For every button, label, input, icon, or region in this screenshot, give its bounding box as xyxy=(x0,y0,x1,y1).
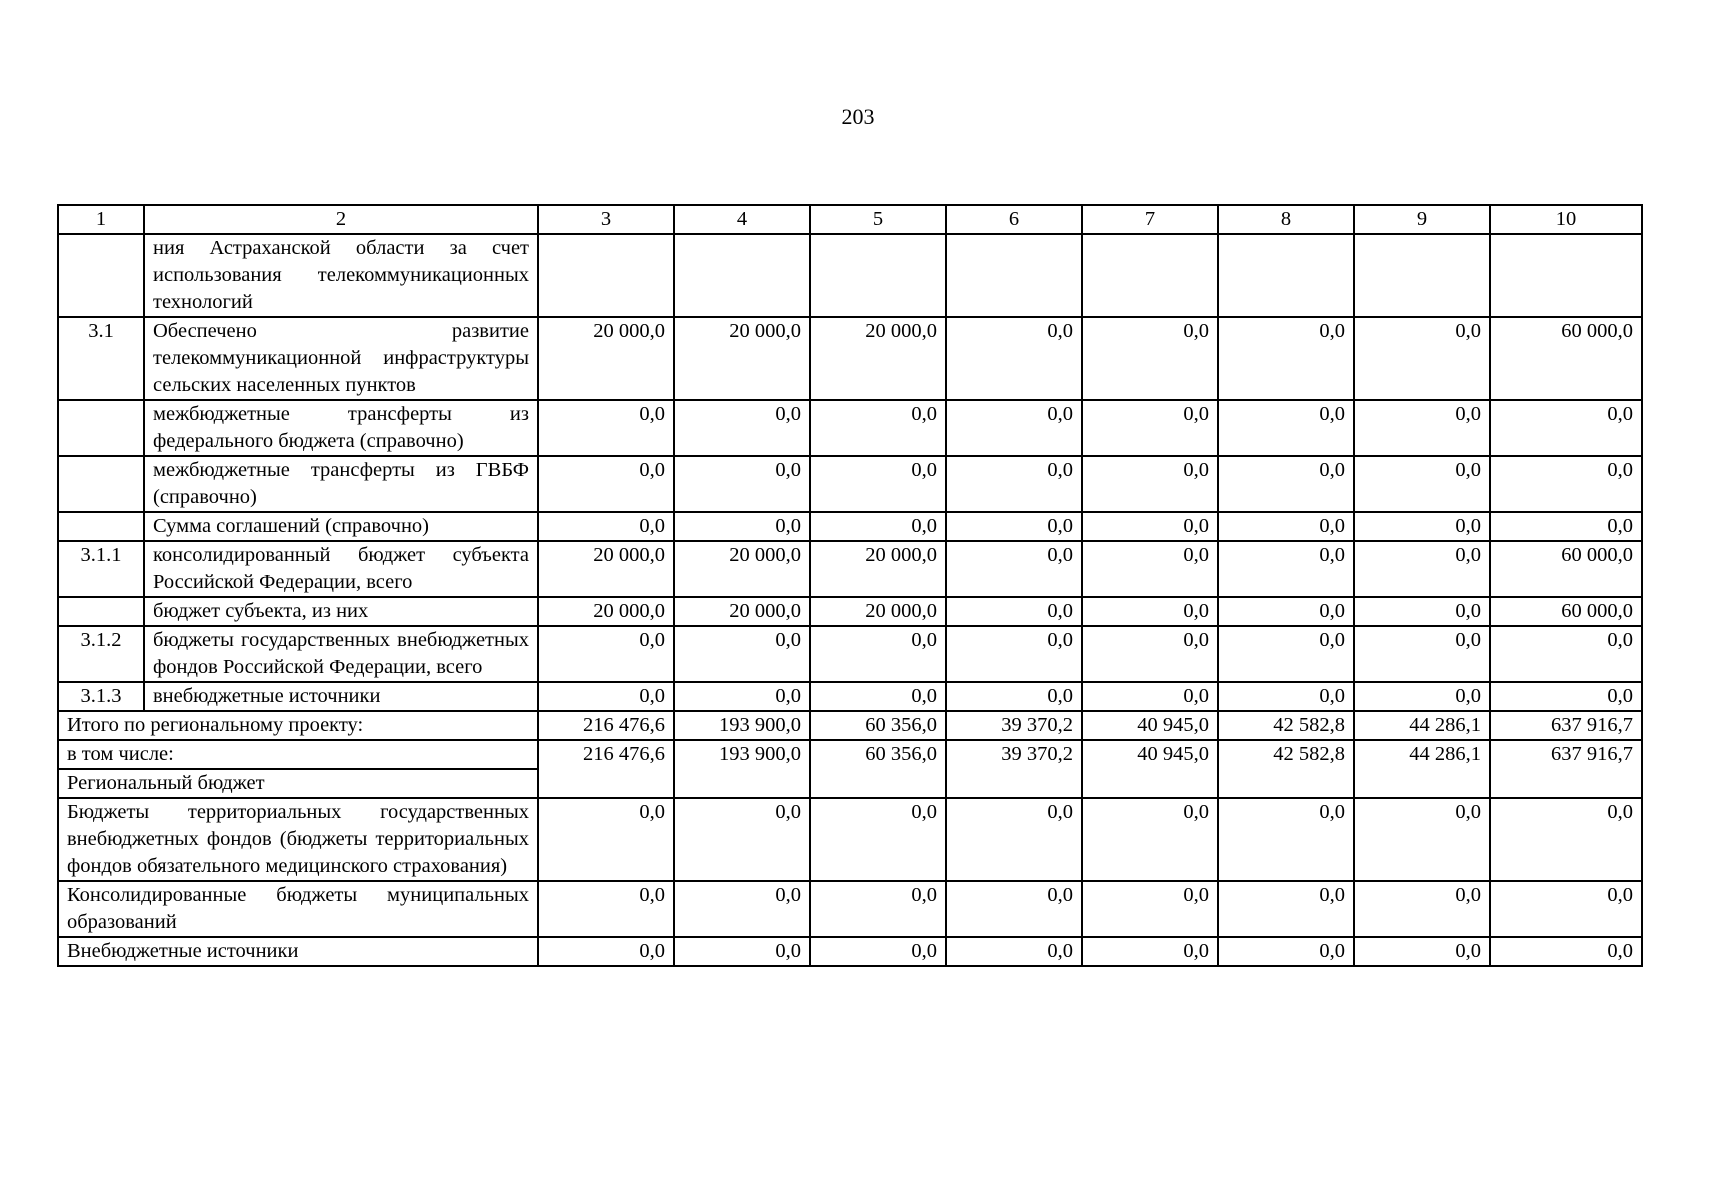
value-cell: 0,0 xyxy=(538,682,674,711)
budget-table xyxy=(57,204,1643,967)
total-value: 637 916,7 xyxy=(1490,711,1642,740)
value-cell: 0,0 xyxy=(1354,317,1490,400)
value-cell: 0,0 xyxy=(1490,626,1642,682)
regional-budget-value: 60 356,0 xyxy=(810,740,946,798)
including-label: в том числе: xyxy=(58,740,538,769)
value-cell: 0,0 xyxy=(674,512,810,541)
value-cell xyxy=(1218,234,1354,317)
value-cell: 20 000,0 xyxy=(538,541,674,597)
table-row xyxy=(58,682,1642,711)
value-cell: 20 000,0 xyxy=(810,317,946,400)
total-value: 44 286,1 xyxy=(1354,711,1490,740)
summary-value: 0,0 xyxy=(674,937,810,966)
summary-label: Внебюджетные источники xyxy=(58,937,538,966)
regional-budget-value: 637 916,7 xyxy=(1490,740,1642,798)
total-value: 193 900,0 xyxy=(674,711,810,740)
column-header: 7 xyxy=(1082,205,1218,234)
header-row xyxy=(58,205,1642,234)
summary-value: 0,0 xyxy=(1082,881,1218,937)
value-cell: 0,0 xyxy=(1082,597,1218,626)
row-label: Обеспечено развитие телекоммуникационной инфраструктуры сельских населенных пунктов xyxy=(144,317,538,400)
value-cell: 0,0 xyxy=(1082,512,1218,541)
value-cell: 0,0 xyxy=(674,682,810,711)
value-cell: 0,0 xyxy=(538,512,674,541)
value-cell: 0,0 xyxy=(1218,682,1354,711)
total-row xyxy=(58,711,1642,740)
value-cell: 20 000,0 xyxy=(674,541,810,597)
total-label: Итого по региональному проекту: xyxy=(58,711,538,740)
value-cell: 0,0 xyxy=(810,400,946,456)
table-row xyxy=(58,317,1642,400)
summary-label: Консолидированные бюджеты муниципальных образований xyxy=(58,881,538,937)
page-number: 203 xyxy=(841,104,875,129)
value-cell: 0,0 xyxy=(538,400,674,456)
value-cell: 0,0 xyxy=(1354,682,1490,711)
value-cell: 0,0 xyxy=(946,626,1082,682)
total-value: 42 582,8 xyxy=(1218,711,1354,740)
value-cell: 0,0 xyxy=(810,512,946,541)
including-row xyxy=(58,740,1642,769)
row-number xyxy=(58,400,144,456)
row-label: бюджет субъекта, из них xyxy=(144,597,538,626)
value-cell: 0,0 xyxy=(1218,597,1354,626)
row-label: консолидированный бюджет субъекта Российской Федерации, всего xyxy=(144,541,538,597)
summary-value: 0,0 xyxy=(946,937,1082,966)
total-value: 216 476,6 xyxy=(538,711,674,740)
row-number xyxy=(58,234,144,317)
row-label: внебюджетные источники xyxy=(144,682,538,711)
summary-value: 0,0 xyxy=(1218,937,1354,966)
value-cell: 0,0 xyxy=(1490,682,1642,711)
regional-budget-value: 193 900,0 xyxy=(674,740,810,798)
row-label: бюджеты государственных внебюджетных фондов Российской Федерации, всего xyxy=(144,626,538,682)
value-cell: 0,0 xyxy=(1354,597,1490,626)
regional-budget-value: 216 476,6 xyxy=(538,740,674,798)
summary-value: 0,0 xyxy=(1082,798,1218,881)
row-number xyxy=(58,456,144,512)
value-cell: 0,0 xyxy=(946,456,1082,512)
summary-value: 0,0 xyxy=(1490,881,1642,937)
summary-value: 0,0 xyxy=(1490,798,1642,881)
row-label: межбюджетные трансферты из ГВБФ (справочно) xyxy=(144,456,538,512)
table-row xyxy=(58,400,1642,456)
summary-value: 0,0 xyxy=(1218,798,1354,881)
value-cell: 0,0 xyxy=(1490,512,1642,541)
value-cell: 20 000,0 xyxy=(538,317,674,400)
regional-budget-value: 40 945,0 xyxy=(1082,740,1218,798)
column-header: 10 xyxy=(1490,205,1642,234)
value-cell: 20 000,0 xyxy=(810,541,946,597)
total-value: 60 356,0 xyxy=(810,711,946,740)
total-value: 40 945,0 xyxy=(1082,711,1218,740)
value-cell: 0,0 xyxy=(946,317,1082,400)
regional-budget-label: Региональный бюджет xyxy=(58,769,538,798)
summary-value: 0,0 xyxy=(538,937,674,966)
value-cell: 0,0 xyxy=(674,456,810,512)
value-cell: 0,0 xyxy=(1354,541,1490,597)
value-cell: 0,0 xyxy=(1082,626,1218,682)
value-cell: 0,0 xyxy=(674,400,810,456)
value-cell: 0,0 xyxy=(1218,317,1354,400)
regional-budget-value: 39 370,2 xyxy=(946,740,1082,798)
table-row xyxy=(58,541,1642,597)
row-label: ния Астраханской области за счет использования телекоммуникационных технологий xyxy=(144,234,538,317)
value-cell: 20 000,0 xyxy=(810,597,946,626)
regional-budget-value: 42 582,8 xyxy=(1218,740,1354,798)
value-cell xyxy=(674,234,810,317)
summary-value: 0,0 xyxy=(1490,937,1642,966)
column-header: 8 xyxy=(1218,205,1354,234)
column-header: 4 xyxy=(674,205,810,234)
summary-value: 0,0 xyxy=(946,798,1082,881)
column-header: 9 xyxy=(1354,205,1490,234)
summary-row xyxy=(58,798,1642,881)
row-number: 3.1.3 xyxy=(58,682,144,711)
value-cell: 0,0 xyxy=(946,597,1082,626)
summary-value: 0,0 xyxy=(1354,798,1490,881)
value-cell: 0,0 xyxy=(1354,400,1490,456)
value-cell: 0,0 xyxy=(1218,626,1354,682)
row-number: 3.1.1 xyxy=(58,541,144,597)
value-cell: 0,0 xyxy=(1082,541,1218,597)
summary-label: Бюджеты территориальных государственных внебюджетных фондов (бюджеты территориальных фондов обязательного медицинского страхования) xyxy=(58,798,538,881)
value-cell: 0,0 xyxy=(810,626,946,682)
value-cell: 0,0 xyxy=(538,626,674,682)
value-cell xyxy=(810,234,946,317)
row-number xyxy=(58,597,144,626)
column-header: 3 xyxy=(538,205,674,234)
row-label: Сумма соглашений (справочно) xyxy=(144,512,538,541)
summary-value: 0,0 xyxy=(1354,881,1490,937)
value-cell: 60 000,0 xyxy=(1490,317,1642,400)
table-row xyxy=(58,456,1642,512)
total-value: 39 370,2 xyxy=(946,711,1082,740)
value-cell: 0,0 xyxy=(946,682,1082,711)
value-cell: 0,0 xyxy=(1082,456,1218,512)
value-cell: 0,0 xyxy=(946,512,1082,541)
summary-value: 0,0 xyxy=(674,881,810,937)
summary-row xyxy=(58,937,1642,966)
summary-value: 0,0 xyxy=(1354,937,1490,966)
value-cell xyxy=(1490,234,1642,317)
value-cell: 0,0 xyxy=(1082,400,1218,456)
column-header: 2 xyxy=(144,205,538,234)
row-number: 3.1 xyxy=(58,317,144,400)
table-row xyxy=(58,597,1642,626)
value-cell: 0,0 xyxy=(1490,456,1642,512)
summary-value: 0,0 xyxy=(810,881,946,937)
value-cell: 20 000,0 xyxy=(538,597,674,626)
row-number xyxy=(58,512,144,541)
column-header: 6 xyxy=(946,205,1082,234)
summary-row xyxy=(58,881,1642,937)
value-cell: 0,0 xyxy=(1082,682,1218,711)
value-cell: 0,0 xyxy=(946,541,1082,597)
value-cell: 0,0 xyxy=(538,456,674,512)
value-cell: 0,0 xyxy=(1490,400,1642,456)
summary-value: 0,0 xyxy=(674,798,810,881)
column-header: 1 xyxy=(58,205,144,234)
value-cell: 60 000,0 xyxy=(1490,597,1642,626)
value-cell: 0,0 xyxy=(1354,512,1490,541)
column-header: 5 xyxy=(810,205,946,234)
summary-value: 0,0 xyxy=(810,798,946,881)
value-cell: 0,0 xyxy=(1218,400,1354,456)
regional-budget-value: 44 286,1 xyxy=(1354,740,1490,798)
table-row xyxy=(58,512,1642,541)
value-cell: 20 000,0 xyxy=(674,597,810,626)
value-cell: 0,0 xyxy=(810,456,946,512)
value-cell: 0,0 xyxy=(946,400,1082,456)
value-cell: 0,0 xyxy=(1354,456,1490,512)
summary-value: 0,0 xyxy=(1082,937,1218,966)
summary-value: 0,0 xyxy=(538,881,674,937)
summary-value: 0,0 xyxy=(538,798,674,881)
value-cell: 0,0 xyxy=(674,626,810,682)
row-label: межбюджетные трансферты из федерального бюджета (справочно) xyxy=(144,400,538,456)
table-row xyxy=(58,234,1642,317)
summary-value: 0,0 xyxy=(810,937,946,966)
table-row xyxy=(58,626,1642,682)
value-cell: 0,0 xyxy=(1218,512,1354,541)
value-cell: 20 000,0 xyxy=(674,317,810,400)
value-cell: 0,0 xyxy=(810,682,946,711)
value-cell: 60 000,0 xyxy=(1490,541,1642,597)
value-cell xyxy=(946,234,1082,317)
value-cell: 0,0 xyxy=(1354,626,1490,682)
value-cell xyxy=(1082,234,1218,317)
value-cell: 0,0 xyxy=(1218,456,1354,512)
value-cell: 0,0 xyxy=(1082,317,1218,400)
value-cell xyxy=(1354,234,1490,317)
row-number: 3.1.2 xyxy=(58,626,144,682)
summary-value: 0,0 xyxy=(946,881,1082,937)
value-cell: 0,0 xyxy=(1218,541,1354,597)
summary-value: 0,0 xyxy=(1218,881,1354,937)
value-cell xyxy=(538,234,674,317)
